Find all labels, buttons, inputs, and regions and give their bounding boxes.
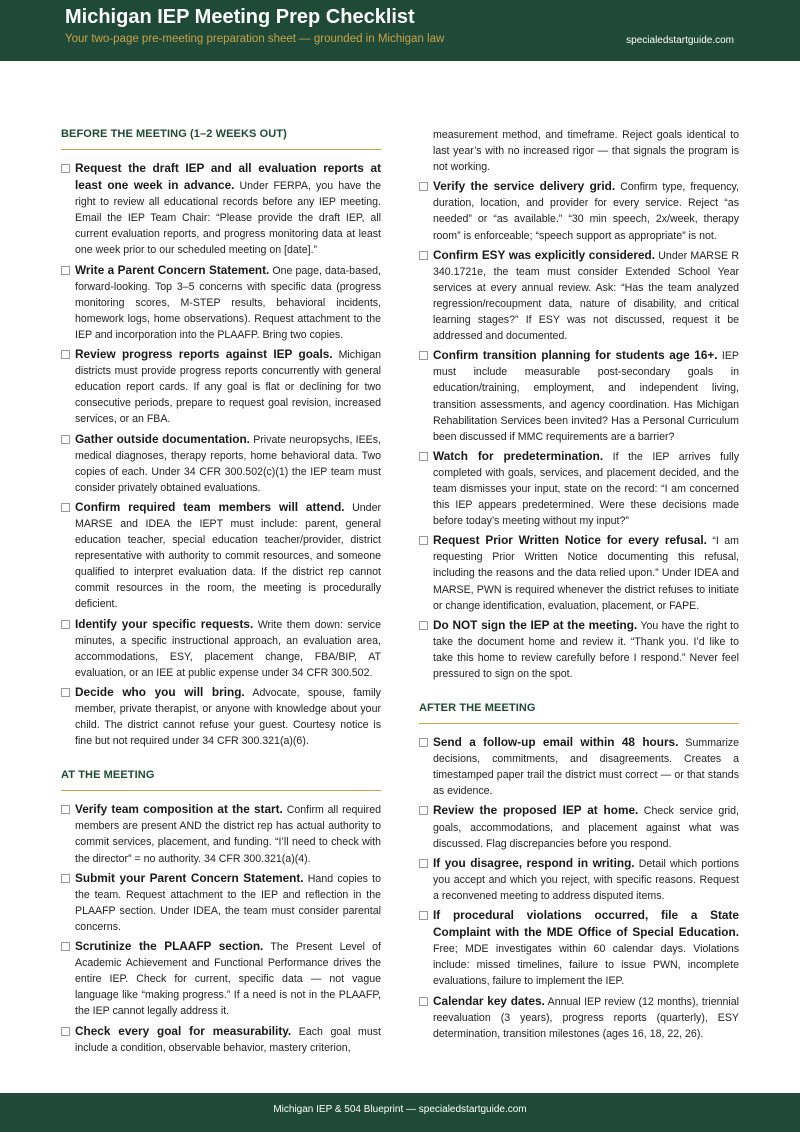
before-checklist — [61, 160, 381, 749]
item-lead: Watch for predetermination. — [433, 448, 604, 463]
item-body: The Present Level of Academic Achievement and Functional Performance drives the entire IEP. Check for current, specific data — not vague language like “making progress.” If a need is not in the PLAAFP, the IEP cannot legally address it. — [75, 941, 381, 1018]
item-lead: Send a follow-up email within 48 hours. — [433, 735, 679, 750]
checkbox[interactable] — [419, 806, 428, 815]
checklist-item — [419, 855, 739, 904]
item-lead: Identify your specific requests. — [75, 616, 254, 631]
item-body: Confirm all required members are present AND the district rep has actual authority to commit services, placement, and funding. “I’ll need to check with the director” = no authority. 34 CFR 300.321(a)(4). — [75, 804, 381, 865]
item-body: Private neuropsychs, IEEs, medical diagnoses, therapy reports, home behavioral data. Two copies of each. Under 34 CFR 300.502(c)(1) the IEP team must consider privately obtained evaluations. — [75, 433, 381, 494]
checkbox[interactable] — [61, 435, 70, 444]
checkbox[interactable] — [61, 805, 70, 814]
item-lead: Check every goal for measurability. — [75, 1023, 292, 1038]
item-lead: Request the draft IEP and all evaluation reports at least one week in advance. — [75, 161, 381, 193]
item-lead: If procedural violations occurred, file a State Complaint with the MDE Office of Special Education. — [433, 908, 739, 940]
item-lead: Confirm required team members will attend. — [75, 499, 345, 514]
item-lead: Confirm ESY was explicitly considered. — [433, 247, 656, 262]
item-body: Each goal must include a condition, observable behavior, mastery criterion, — [75, 1025, 381, 1054]
checkbox[interactable] — [61, 874, 70, 883]
checklist-item — [61, 938, 381, 1019]
item-body: Michigan districts must provide progress reports concurrently with general education report cards. If any goal is flat or declining for two consecutive periods, prepare to request goal revision, increased services, or an FBA. — [75, 349, 381, 426]
checklist-item — [61, 262, 381, 343]
after-checklist — [419, 734, 739, 1042]
checkbox[interactable] — [61, 942, 70, 951]
checklist-item — [419, 617, 739, 682]
checklist-item — [61, 160, 381, 259]
item-body: Free; MDE investigates within 60 calendar days. Violations include: missed timelines, failure to issue PWN, incomplete evaluations, failure to implement the IEP. — [433, 943, 739, 988]
checkbox[interactable] — [61, 1027, 70, 1036]
checkbox[interactable] — [61, 164, 70, 173]
left-column — [61, 128, 381, 1059]
checkbox[interactable] — [61, 266, 70, 275]
item-lead: If you disagree, respond in writing. — [433, 855, 635, 870]
item-lead: Submit your Parent Concern Statement. — [75, 870, 304, 885]
item-body: IEP must include measurable post-secondary goals in education/training, employment, and independent living, transition assessments, and agency coordination. Has Michigan Rehabilitation Services been invited? Has a Personal Curriculum been discussed if MMC requirements are a barrier? — [433, 350, 739, 443]
checklist-item — [61, 499, 381, 613]
checklist-item — [419, 347, 739, 445]
item-body: Write them down: service minutes, a specific instructional approach, an evaluation area, accommodations, ESY, placement change, FBA/BIP, AT evaluation, or an IEE at public expense under 34 CFR 300.502. — [75, 618, 381, 679]
site-url[interactable]: specialedstartguide.com — [626, 35, 734, 46]
page-header — [0, 0, 800, 61]
item-body: You have the right to take the document home and review it. “Thank you. I’d like to take this home to review carefully before I respond.” Never feel pressured to sign on the spot. — [433, 619, 739, 680]
checkbox[interactable] — [419, 536, 428, 545]
at-checklist — [61, 801, 381, 1055]
item-lead: Gather outside documentation. — [75, 431, 250, 446]
checklist-item — [61, 801, 381, 866]
section-heading-at: AT THE MEETING — [61, 769, 381, 791]
checklist-item — [61, 616, 381, 681]
checkbox[interactable] — [419, 621, 428, 630]
item-lead: Decide who you will bring. — [75, 684, 245, 699]
checkbox[interactable] — [61, 620, 70, 629]
checkbox[interactable] — [419, 452, 428, 461]
page-title: Michigan IEP Meeting Prep Checklist — [65, 6, 415, 28]
item-body: If the IEP arrives fully completed with goals, services, and placement decided, and the team dismisses your input, state on the record: “I am concerned this IEP appears predetermined. Were these decisions made before today’s meeting without my input?” — [433, 450, 739, 528]
checklist-item — [61, 346, 381, 427]
page-footer — [0, 1093, 800, 1132]
item-lead: Confirm transition planning for students age 16+. — [433, 348, 718, 363]
checklist-item — [419, 993, 739, 1042]
item-body: Check service grid, goals, accommodations, and placement against what was discussed. Flag discrepancies before you respond. — [433, 805, 739, 850]
item-body: Detail which portions you accept and which you reject, with specific reasons. Request a reconvened meeting to address disputed items. — [433, 857, 739, 902]
item-body: One page, data-based, forward-looking. Top 3–5 concerns with specific data (progress monitoring scores, M-STEP results, behavioral incidents, homework logs, home observations). Request attachment to the IEP and incorporation into the PLAAFP. Bring two copies. — [75, 264, 381, 341]
item-lead: Do NOT sign the IEP at the meeting. — [433, 617, 638, 632]
checklist-item — [419, 907, 739, 989]
checklist-item — [419, 178, 739, 243]
checkbox[interactable] — [419, 911, 428, 920]
checklist-item — [419, 734, 739, 799]
checklist-item — [419, 532, 739, 613]
checklist-item — [61, 870, 381, 935]
item-body: Under MARSE and IDEA the IEPT must include: parent, general education teacher, special education teacher/provider, district representative with authority to commit resources, and someone qualified to interpret evaluation data. If the district rep cannot commit resources in the room, the meeting is procedurally deficient. — [75, 501, 381, 611]
checkbox[interactable] — [419, 351, 428, 360]
item-body: Advocate, spouse, family member, private therapist, or anyone with knowledge about your child. The district cannot refuse your guest. Courtesy notice is fine but not required under 34 CFR 300.321(a)(6). — [75, 686, 381, 748]
checkbox[interactable] — [419, 997, 428, 1006]
checkbox[interactable] — [419, 182, 428, 191]
item-body: “I am requesting Prior Written Notice documenting this refusal, including the reasons and the data relied upon.” Under IDEA and MARSE, PWN is required whenever the district refuses to initiate or change identification, evaluation, placement, or FAPE. — [433, 535, 739, 612]
footer-text: Michigan IEP & 504 Blueprint — specialedstartguide.com — [273, 1104, 527, 1115]
item-body: Summarize decisions, commitments, and disagreements. Creates a timestamped paper trail the district must correct — or that stands as evidence. — [433, 737, 740, 798]
checkbox[interactable] — [419, 738, 428, 747]
at-checklist-continued — [419, 178, 739, 682]
checklist-item — [61, 684, 381, 749]
checkbox[interactable] — [61, 688, 70, 697]
checkbox[interactable] — [419, 859, 428, 868]
checklist-item — [419, 448, 739, 529]
right-column — [419, 127, 739, 1045]
checklist-item — [61, 1023, 381, 1056]
item-lead: Scrutinize the PLAAFP section. — [75, 939, 264, 954]
section-heading-before: BEFORE THE MEETING (1–2 WEEKS OUT) — [61, 128, 381, 150]
item-lead: Review the proposed IEP at home. — [433, 803, 639, 818]
item-lead: Calendar key dates. — [433, 993, 545, 1008]
section-heading-after: AFTER THE MEETING — [419, 702, 739, 724]
page-subtitle: Your two-page pre-meeting preparation sheet — grounded in Michigan law — [65, 33, 445, 45]
continued-text: measurement method, and timeframe. Reject goals identical to last year’s with no increased rigor — that signals the program is not working. — [433, 129, 739, 174]
item-lead: Verify the service delivery grid. — [433, 179, 616, 194]
checklist-item — [61, 431, 381, 496]
checklist-item — [419, 247, 739, 345]
item-lead: Request Prior Written Notice for every refusal. — [433, 533, 707, 548]
checkbox[interactable] — [61, 350, 70, 359]
checkbox[interactable] — [419, 251, 428, 260]
item-body: Under MARSE R 340.1721e, the team must consider Extended School Year services at every annual review. Ask: “Has the team analyzed regression/recoupment data, nature of disability, and critical learning stages?” If ESY was not discussed, request it be addressed and documented. — [433, 249, 739, 343]
checkbox[interactable] — [61, 503, 70, 512]
item-body: Confirm type, frequency, duration, location, and provider for every service. Reject “as needed” or “as available.” “30 min speech, 2x/week, therapy room” is enforceable; “speech support as appropriate” is not. — [433, 181, 739, 242]
item-lead: Review progress reports against IEP goals. — [75, 347, 333, 362]
item-lead: Verify team composition at the start. — [75, 802, 283, 817]
item-body: Annual IEP review (12 months), triennial reevaluation (3 years), progress reports (quarterly), ESY determination, transition milestones (ages 16, 18, 22, 26). — [433, 995, 739, 1040]
checklist-item — [419, 802, 739, 851]
item-body: Under FERPA, you have the right to review all educational records before any IEP meeting. Email the IEP Team Chair: “Please provide the draft IEP, all current evaluation reports, and progress monitoring data at least one week prior to our scheduled meeting on [date].” — [75, 180, 382, 257]
item-body: Hand copies to the team. Request attachment to the IEP and reflection in the PLAAFP section. Under IDEA, the team must consider parental concerns. — [75, 872, 381, 933]
item-lead: Write a Parent Concern Statement. — [75, 262, 270, 277]
